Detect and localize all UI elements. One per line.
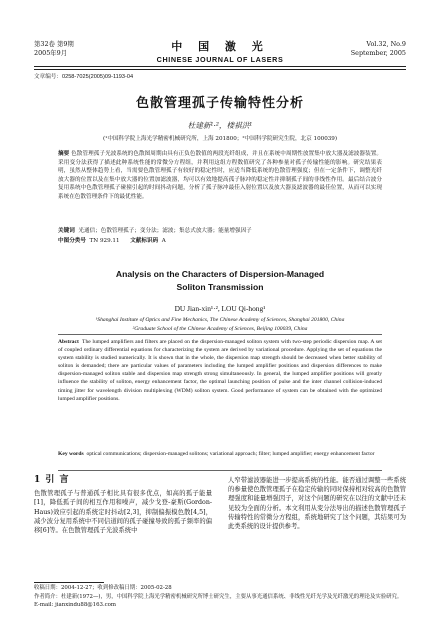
header-right xyxy=(351,40,406,58)
affiliation-en xyxy=(58,316,382,333)
body-column-left xyxy=(34,476,212,535)
keywords-en-label: Key words xyxy=(58,451,84,457)
keywords-cn-text: 光通信；色散管理孤子；变分法；滤波；集总式放大器；能量增强因子 xyxy=(78,228,252,234)
keywords-cn xyxy=(58,226,252,234)
journal-name-cn: 中 国 激 光 xyxy=(171,40,269,53)
abstract-cn-text: 色散管理孤子光波系统的色散图周期由具有正负色散值的两段光纤组成，并且在系统中周期性放置集中放大器及滤波器装置。采用变分法获得了描述此种系统性能的常微分方程组，并利用这组方程数值研究了各种参量对孤子传输性能的影响。研究结果表明，虽然从整体趋势上看，当需要色散管理孤子有较好的稳定性时，应适当降低系统的色散管理强度；但在一定条件下，调整光纤放大器的位置以及在集中放大器的位置加滤波器，均可以有效地提高孤子脉冲的稳定性并抑制孤子间的非线性作用。最后结合波分复用系统中色散管理孤子碰撞引起的时间抖动问题，分析了孤子脉冲最佳入射位置以及放大器及滤波器的最佳位置，从而可以实现系统在色散管理条件下的最优性能。 xyxy=(58,151,382,200)
volume-en: Vol.32, No.9 xyxy=(366,40,406,48)
affiliation-en-2: ²Graduate School of the Chinese Academy of Sciences, Beijing 100039, China xyxy=(132,325,308,332)
abstract-en-rule-top xyxy=(58,334,382,335)
volume-cn: 第32卷 第9期 xyxy=(34,40,74,48)
abstract-en-text: The lumped amplifiers and filters are placed on the dispersion-managed soliton system with two-step periodic dispersion map. A set of coupled ordinary differential equations for characterizing the system are derived by variational procedure. Applying the set of equations the system stability is studied numerically. It is shown that in the whole, the dispersion map strength should be decreased when better stability of soliton is demanded; there are particular values of parameters including the lumped amplifier positions and dispersion differences to make dispersion-managed soliton stable and dispersion map strength strong simultaneously. In general, the lumped amplifier positions will greatly influence the stability of soliton, energy enhancement factor, the optimal launching position of pulse and the inter channel collision-induced timing jitter for wavelength division multiplexing (WDM) soliton system. Good performance of system can be obtained with the optimized lumped amplifier positions. xyxy=(58,339,382,402)
title-en-line1: Analysis on the Characters of Dispersion-Managed xyxy=(115,269,325,279)
authors-cn: 杜建新¹·²，楼祺洪¹ xyxy=(187,121,253,130)
abstract-en-label: Abstract xyxy=(58,339,79,345)
affiliation-en-1: ¹Shanghai Institute of Optics and Fine Mechanics, The Chinese Academy of Sciences, Shanghai 201800, China xyxy=(95,317,345,323)
classification-line xyxy=(58,236,166,244)
doc-code-value: A xyxy=(161,238,166,244)
body-text-right: 人窄带滤波器能进一步提高系统的性能。能否通过调整一些系统的参量使色散管理孤子在稳定传输的同时保持相对较高的色散管理强度和能量增强因子，对这个问题的研究在以往的文献中还未见较为全面的分析。本文利用从变分法导出的描述色散管理孤子传输特性的常微分方程组，系统地研究了这个问题，其结果可为此类系统的设计提供参考。 xyxy=(228,477,406,531)
abstract-cn xyxy=(58,150,382,202)
body-column-right xyxy=(228,476,406,531)
footnote-bio: 作者简介：杜建新(1972—)，男，中国科学院上海光学精密机械研究所博士研究生，主要从事光通信系统、非线性光纤光学及光纤激光的理论及实验研究。E-mail: jianxindu88@163.com xyxy=(34,594,403,608)
running-header xyxy=(34,40,406,66)
title-en-line2: Soliton Transmission xyxy=(176,282,264,292)
keywords-en-text: optical communications; dispersion-managed solitons; variational approach; filter; lumped amplifier; energy enhancement factor xyxy=(86,451,375,457)
abstract-en xyxy=(58,338,382,403)
section-heading-introduction: 1 引 言 xyxy=(34,475,70,485)
footnote-rule xyxy=(34,582,104,583)
date-cn: 2005年9月 xyxy=(34,49,68,57)
article-id: 文章编号：0258-7025(2005)09-1193-04 xyxy=(34,74,134,80)
body-text-left: 色散管理孤子与普通孤子相比具有很多优点，如高的孤子能量[1]，降低孤子间的相互作用和噪声，减少戈登-豪斯(Gordon-Haus)效应引起的系统定时抖动[2,3]，抑制偏振模色散[4,5]，减少波分复用系统中不同信道间的孤子碰撞导致的孤子频率的偏移[6]等。在色散管理孤子光波系统中 xyxy=(34,490,212,535)
header-rule-thick xyxy=(34,66,406,67)
header-rule-thin xyxy=(34,69,406,70)
affiliation-cn: (¹中国科学院上海光学精密机械研究所，上海 201800；²中国科学院研究生院，北京 100039) xyxy=(102,136,338,142)
keywords-en xyxy=(58,450,382,458)
doc-code-label: 文献标识码 xyxy=(130,238,159,244)
keywords-cn-label: 关键词 xyxy=(58,228,75,234)
footnote-received: 收稿日期：2004-12-27；收到修改稿日期：2005-02-28 xyxy=(34,585,172,591)
authors-en: DU Jian-xin¹·², LOU Qi-hong¹ xyxy=(174,304,266,313)
journal-name-en: CHINESE JOURNAL OF LASERS xyxy=(156,55,284,64)
abstract-en-rule-bottom xyxy=(58,470,382,471)
title-en xyxy=(0,268,440,294)
clc-value: TN 929.11 xyxy=(89,238,120,244)
clc-label: 中图分类号 xyxy=(58,238,86,244)
date-en: September, 2005 xyxy=(350,49,406,57)
title-cn: 色散管理孤子传输特性分析 xyxy=(135,96,304,111)
abstract-cn-label: 摘要 xyxy=(58,151,70,157)
